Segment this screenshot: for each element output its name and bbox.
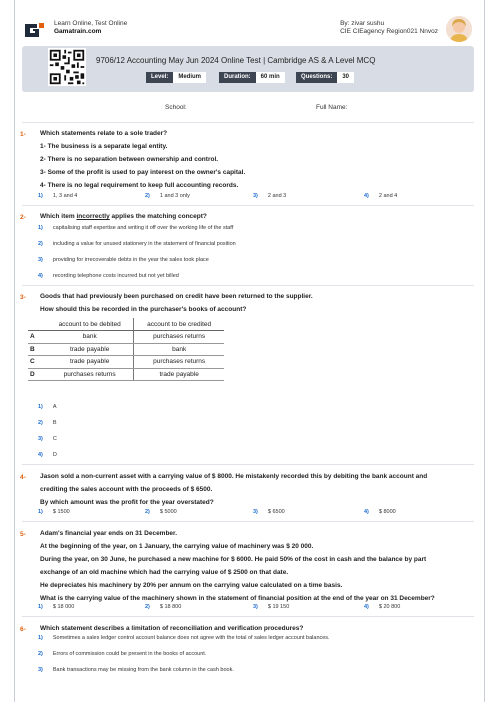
option-text: 2 and 3 bbox=[267, 193, 287, 199]
option-label: 1) bbox=[38, 193, 43, 199]
option[interactable] bbox=[38, 667, 474, 673]
question-number: 3- bbox=[20, 294, 26, 301]
questions-badge bbox=[296, 72, 354, 83]
option-label: 2) bbox=[145, 604, 150, 610]
option-text: D bbox=[52, 452, 57, 458]
question-number: 6- bbox=[20, 626, 26, 633]
divider bbox=[22, 521, 474, 522]
option-label: 3) bbox=[253, 193, 258, 199]
option-label: 1) bbox=[38, 604, 43, 610]
option[interactable] bbox=[38, 604, 74, 610]
question-line: 2- There is no separation between ownership and control. bbox=[40, 156, 219, 163]
credit-cell: purchases returns bbox=[134, 356, 224, 369]
option-label: 3) bbox=[38, 667, 43, 673]
page-border-left bbox=[14, 0, 15, 702]
table-row bbox=[28, 331, 224, 344]
option[interactable] bbox=[364, 509, 396, 515]
divider bbox=[22, 285, 474, 286]
duration-value: 60 min bbox=[256, 72, 285, 83]
option-text: recording telephone costs incurred but not yet billed bbox=[52, 273, 179, 279]
option-label: 2) bbox=[38, 420, 43, 426]
option-text: 1, 3 and 4 bbox=[52, 193, 78, 199]
question-line: At the beginning of the year, on 1 January, the carrying value of machinery was $ 20 000. bbox=[40, 543, 314, 550]
question-line: 4- There is no legal requirement to keep full accounting records. bbox=[40, 182, 239, 189]
question-line: Goods that had previously been purchased on credit have been returned to the supplier. bbox=[40, 293, 313, 300]
author-info bbox=[340, 20, 438, 36]
duration-label: Duration: bbox=[219, 72, 256, 83]
row-label: A bbox=[28, 331, 46, 344]
question-6-text bbox=[40, 622, 476, 635]
header bbox=[22, 16, 474, 46]
option[interactable] bbox=[38, 404, 474, 410]
option[interactable] bbox=[145, 604, 181, 610]
question-line: crediting the sales account with the proceeds of $ 6500. bbox=[40, 486, 213, 493]
option-label: 2) bbox=[145, 193, 150, 199]
option[interactable] bbox=[253, 193, 286, 199]
option-label: 1) bbox=[38, 404, 43, 410]
option-text: Sometimes a sales ledger control account balance does not agree with the total of sales ledger account balances. bbox=[52, 635, 330, 641]
table-header-blank bbox=[28, 318, 46, 331]
option-text: $ 19 150 bbox=[267, 604, 290, 610]
option-text: $ 5000 bbox=[159, 509, 177, 515]
option-text: capitalising staff expertise and writing it off over the working life of the staff bbox=[52, 225, 234, 231]
option[interactable] bbox=[38, 436, 474, 442]
option-label: 1) bbox=[38, 635, 43, 641]
option-label: 2) bbox=[38, 241, 43, 247]
option[interactable] bbox=[38, 257, 474, 263]
divider bbox=[22, 464, 474, 465]
option-label: 3) bbox=[38, 257, 43, 263]
table-header-credit: account to be credited bbox=[134, 318, 224, 331]
question-text-pre: Which item bbox=[40, 213, 77, 220]
question-number: 4- bbox=[20, 474, 26, 481]
option-text: $ 18 000 bbox=[52, 604, 75, 610]
option-label: 1) bbox=[38, 509, 43, 515]
brand bbox=[54, 20, 127, 36]
qr-code-icon bbox=[48, 48, 86, 86]
option-label: 4) bbox=[38, 452, 43, 458]
option-label: 3) bbox=[38, 436, 43, 442]
option-label: 4) bbox=[364, 604, 369, 610]
option[interactable] bbox=[38, 273, 474, 279]
duration-badge bbox=[219, 72, 285, 83]
option-label: 1) bbox=[38, 225, 43, 231]
option-label: 2) bbox=[38, 651, 43, 657]
question-2-text bbox=[40, 210, 476, 223]
option-text: A bbox=[52, 404, 57, 410]
option-label: 3) bbox=[253, 604, 258, 610]
question-line: Jason sold a non-current asset with a carrying value of $ 8000. He mistakenly recorded this by debiting the bank account and bbox=[40, 473, 428, 480]
avatar-image-icon bbox=[446, 16, 472, 42]
option[interactable] bbox=[38, 509, 70, 515]
question-line: By which amount was the profit for the year overstated? bbox=[40, 499, 214, 506]
question-number: 2- bbox=[20, 214, 26, 221]
row-label: C bbox=[28, 356, 46, 369]
question-line: He depreciates his machinery by 20% per annum on the carrying value calculated on a time basis. bbox=[40, 582, 343, 589]
option-text: 1 and 3 only bbox=[159, 193, 190, 199]
question-line: What is the carrying value of the machinery shown in the statement of financial position at the end of the year on 31 December? bbox=[40, 595, 435, 602]
question-line: How should this be recorded in the purchaser's books of account? bbox=[40, 306, 247, 313]
option[interactable] bbox=[38, 651, 474, 657]
table-header-row bbox=[28, 318, 224, 331]
question-line: During the year, on 30 June, he purchased a new machine for $ 6000. He paid 50% of the cost in cash and the balance by part bbox=[40, 556, 427, 563]
question-number: 1- bbox=[20, 131, 26, 138]
divider bbox=[22, 205, 474, 206]
level-badge bbox=[146, 72, 206, 83]
option-text: $ 6500 bbox=[267, 509, 285, 515]
option-text: including a value for unused stationery in the statement of financial position bbox=[52, 241, 236, 247]
question-line: Which statement describes a limitation of reconciliation and verification procedures? bbox=[40, 625, 304, 632]
questions-value: 30 bbox=[337, 72, 354, 83]
school-field[interactable]: School: bbox=[165, 104, 187, 111]
accounts-table bbox=[28, 318, 224, 381]
option[interactable] bbox=[253, 604, 289, 610]
exam-title: 9706/12 Accounting May Jun 2024 Online Test | Cambridge AS & A Level MCQ bbox=[96, 56, 376, 65]
debit-cell: purchases returns bbox=[46, 368, 134, 381]
option[interactable] bbox=[145, 193, 190, 199]
option[interactable] bbox=[38, 241, 474, 247]
option-text: 2 and 4 bbox=[378, 193, 398, 199]
debit-cell: trade payable bbox=[46, 343, 134, 356]
question-text-post: applies the matching concept? bbox=[109, 213, 207, 220]
question-number: 5- bbox=[20, 531, 26, 538]
option-label: 4) bbox=[364, 509, 369, 515]
option[interactable] bbox=[38, 635, 474, 641]
question-4-text bbox=[40, 470, 476, 509]
table-row bbox=[28, 368, 224, 381]
option[interactable] bbox=[38, 225, 474, 231]
question-line: Adam's financial year ends on 31 December. bbox=[40, 530, 178, 537]
option[interactable] bbox=[364, 604, 400, 610]
option[interactable] bbox=[38, 193, 77, 199]
option[interactable] bbox=[253, 509, 285, 515]
option-text: $ 20 800 bbox=[378, 604, 401, 610]
option[interactable] bbox=[38, 452, 474, 458]
option-text: $ 18 800 bbox=[159, 604, 182, 610]
option-label: 2) bbox=[145, 509, 150, 515]
credit-cell: bank bbox=[134, 343, 224, 356]
table-row bbox=[28, 356, 224, 369]
option-text: $ 8000 bbox=[378, 509, 396, 515]
author-agency: CIE CIEagency Region021 Nnvoz bbox=[340, 28, 438, 35]
page-border-right bbox=[484, 0, 485, 702]
question-line: exchange of an old machine which had the carrying value of $ 2500 on that date. bbox=[40, 569, 289, 576]
question-1-text bbox=[40, 127, 476, 192]
question-line: 1- The business is a separate legal entity. bbox=[40, 143, 168, 150]
tagline: Learn Online, Test Online bbox=[54, 20, 128, 27]
option-text: B bbox=[52, 420, 57, 426]
table-header-debit: account to be debited bbox=[46, 318, 134, 331]
option-text: $ 1500 bbox=[52, 509, 70, 515]
site-name[interactable]: Gamatrain.com bbox=[54, 28, 102, 35]
debit-cell: bank bbox=[46, 331, 134, 344]
option-text: providing for irrecoverable debts in the year the sales took place bbox=[52, 257, 209, 263]
avatar bbox=[446, 16, 472, 42]
divider bbox=[22, 122, 474, 123]
debit-cell: trade payable bbox=[46, 356, 134, 369]
level-label: Level: bbox=[146, 72, 173, 83]
credit-cell: trade payable bbox=[134, 368, 224, 381]
row-label: B bbox=[28, 343, 46, 356]
level-value: Medium bbox=[173, 72, 206, 83]
question-5-text bbox=[40, 527, 476, 605]
option[interactable] bbox=[364, 193, 397, 199]
option-text: Bank transactions may be missing from the bank column in the cash book. bbox=[52, 667, 234, 673]
option-text: C bbox=[52, 436, 57, 442]
question-3-text bbox=[40, 290, 476, 316]
option-label: 4) bbox=[364, 193, 369, 199]
author-name: By: zivar sushu bbox=[340, 20, 385, 27]
credit-cell: purchases returns bbox=[134, 331, 224, 344]
row-label: D bbox=[28, 368, 46, 381]
option-text: Errors of commission could be present in the books of account. bbox=[52, 651, 207, 657]
option[interactable] bbox=[145, 509, 177, 515]
question-line: Which statements relate to a sole trader? bbox=[40, 130, 168, 137]
option-label: 4) bbox=[38, 273, 43, 279]
table-row bbox=[28, 343, 224, 356]
exam-title-bar bbox=[22, 46, 474, 92]
divider bbox=[22, 616, 474, 617]
question-line: 3- Some of the profit is used to pay interest on the owner's capital. bbox=[40, 169, 246, 176]
question-text-emphasis: incorrectly bbox=[76, 213, 110, 220]
option-label: 3) bbox=[253, 509, 258, 515]
questions-label: Questions: bbox=[296, 72, 337, 83]
full-name-field[interactable]: Full Name: bbox=[316, 104, 348, 111]
gamatrain-logo-icon bbox=[22, 20, 46, 40]
option[interactable] bbox=[38, 420, 474, 426]
